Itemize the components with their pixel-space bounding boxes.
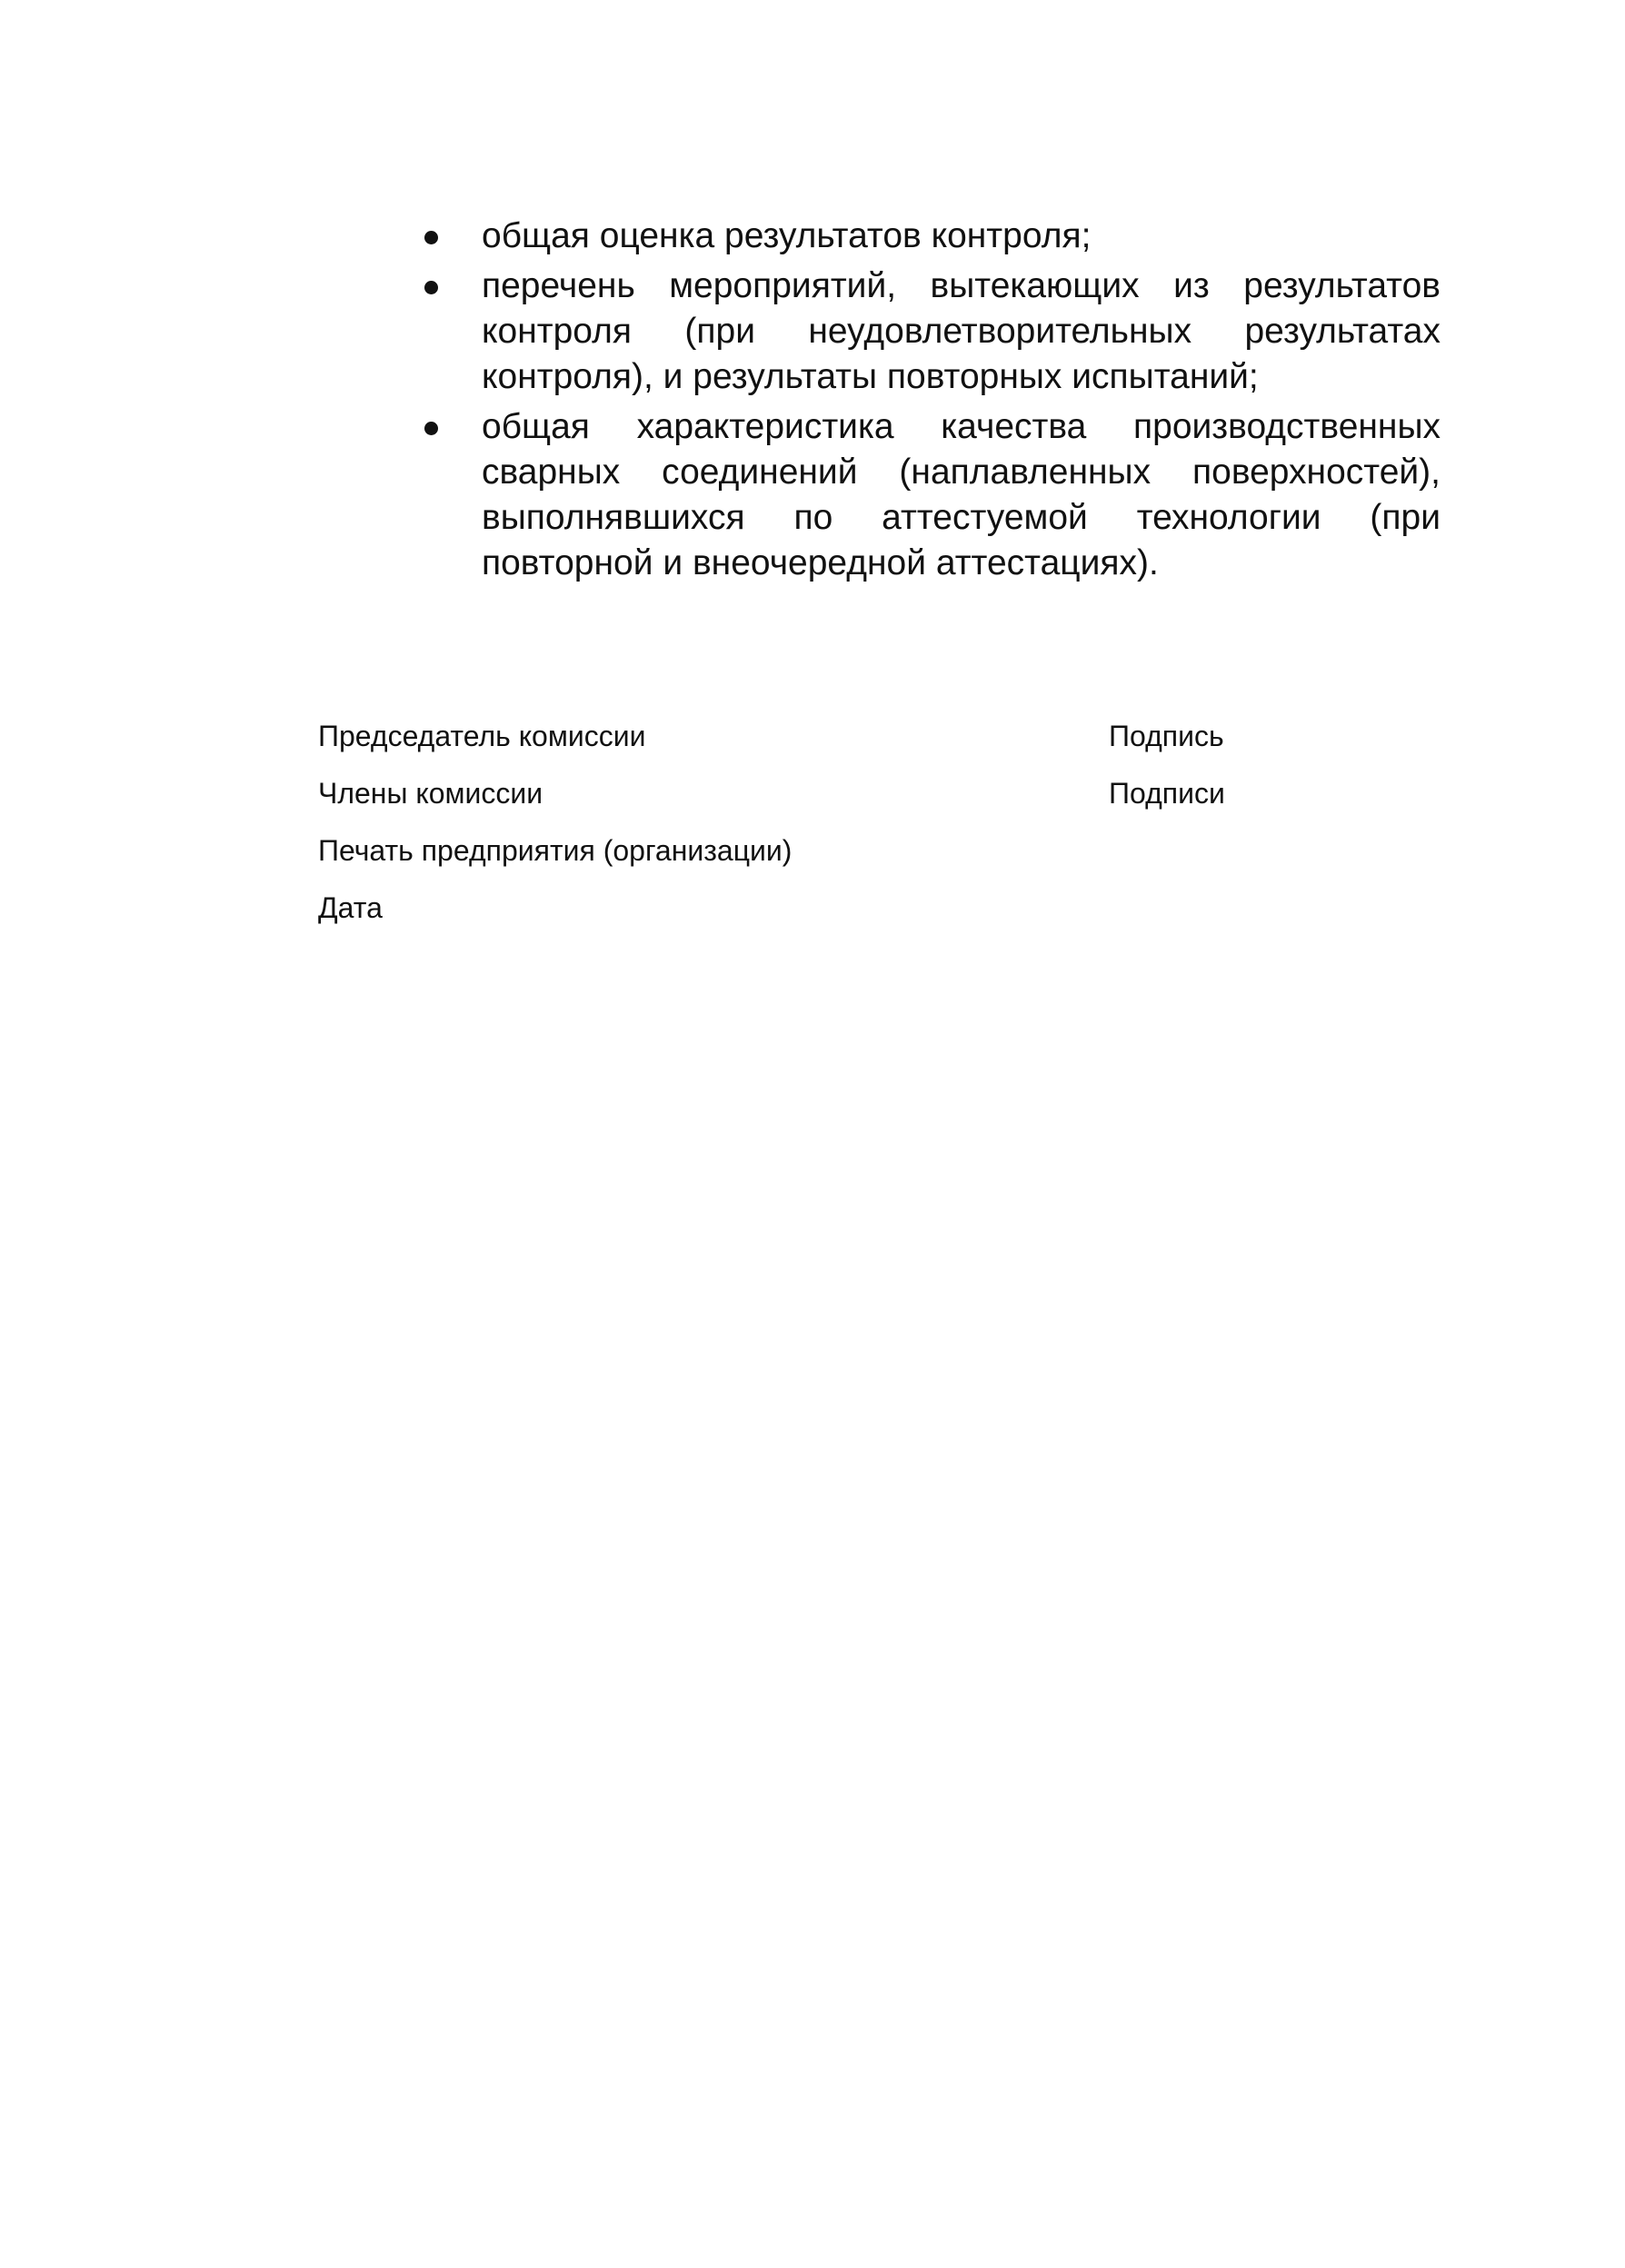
date-label: Дата xyxy=(318,891,383,924)
list-item xyxy=(404,264,1441,400)
members-signature-label: Подписи xyxy=(1109,777,1225,810)
list-item-text: перечень мероприятий, вытекающих из результатов контроля (при неудовлетворительных результатах контроля), и результаты повторных испытаний; xyxy=(482,266,1441,396)
list-item-text: общая оценка результатов контроля; xyxy=(482,216,1092,255)
bullet-list xyxy=(404,214,1441,586)
bullet-icon xyxy=(424,231,438,244)
date-row xyxy=(318,890,1318,947)
list-item xyxy=(404,214,1441,259)
members-row xyxy=(318,775,1318,832)
chairman-signature-label: Подпись xyxy=(1109,720,1224,752)
chairman-row xyxy=(318,718,1318,775)
list-item-text: общая характеристика качества производственных сварных соединений (наплавленных поверхностей), выполнявшихся по аттестуемой технологии (при повторной и внеочередной аттестациях). xyxy=(482,407,1441,582)
bullet-icon xyxy=(424,422,438,435)
bullet-icon xyxy=(424,281,438,294)
members-label: Члены комиссии xyxy=(318,777,543,810)
list-item xyxy=(404,404,1441,586)
signature-block xyxy=(318,718,1318,947)
seal-label: Печать предприятия (организации) xyxy=(318,834,793,867)
chairman-label: Председатель комиссии xyxy=(318,720,646,752)
seal-row xyxy=(318,832,1318,890)
